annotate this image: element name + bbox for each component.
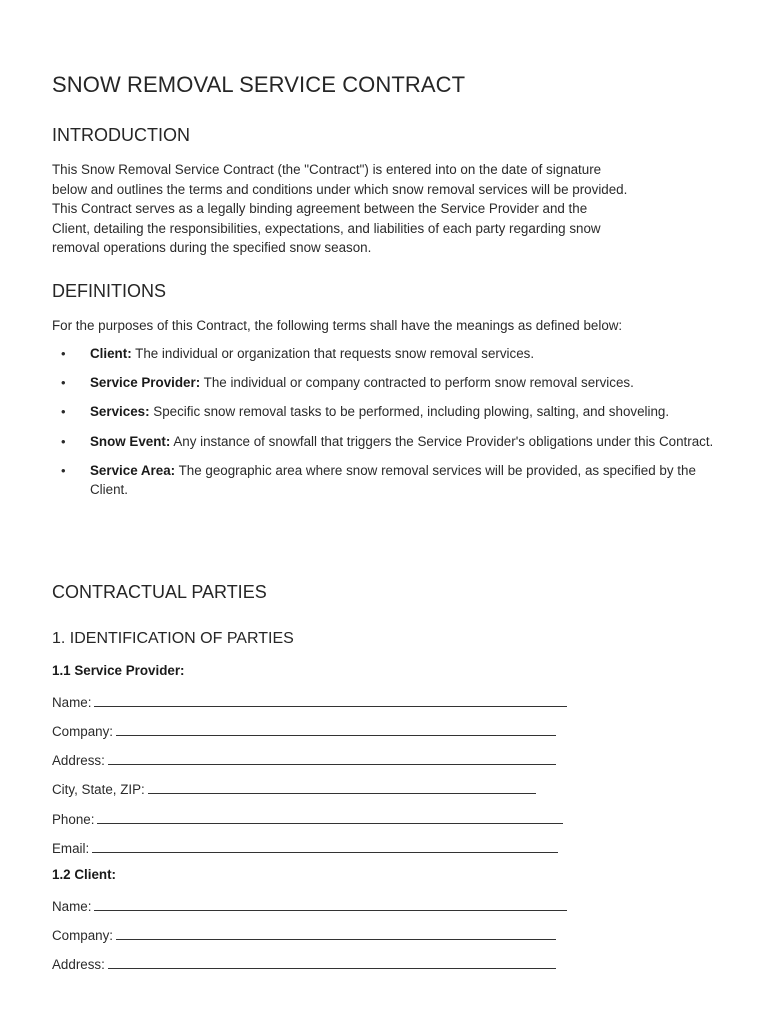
client-heading: 1.2 Client: [52,867,116,882]
definition-service-provider [52,373,722,393]
bullet-icon: • [61,375,66,391]
introduction-line: below and outlines the terms and conditions under which snow removal services will be provided. [52,181,628,197]
client-company-blank[interactable] [116,925,556,940]
definition-service-area [52,461,722,500]
provider-email-blank[interactable] [92,838,558,853]
provider-city-state-zip-field[interactable] [52,779,536,797]
definition-term: Services: [90,404,150,420]
field-label: Phone: [52,812,95,827]
definition-text: The geographic area where snow removal services will be provided, as specified by the Client. [90,462,696,498]
contractual-parties-heading: CONTRACTUAL PARTIES [52,582,267,602]
provider-email-field[interactable] [52,838,558,856]
provider-phone-field[interactable] [52,809,563,827]
bullet-icon: • [61,346,66,361]
client-address-field[interactable] [52,954,556,972]
definitions-intro: For the purposes of this Contract, the following terms shall have the meanings as defined below: [52,318,623,333]
provider-name-blank[interactable] [94,692,567,707]
introduction-heading: INTRODUCTION [52,125,190,145]
field-label: Name: [52,695,92,710]
definition-text: The individual or company contracted to perform snow removal services. [200,375,634,391]
service-provider-heading: 1.1 Service Provider: [52,663,185,678]
provider-address-field[interactable] [52,750,556,768]
field-label: Company: [52,724,114,739]
introduction-line: Client, detailing the responsibilities, expectations, and liabilities of each party regarding snow [52,220,601,236]
definition-term: Service Area: [90,462,176,478]
definition-snow-event [52,432,722,452]
provider-city-state-zip-blank[interactable] [148,779,536,794]
field-label: City, State, ZIP: [52,782,145,797]
bullet-icon: • [61,433,66,449]
field-label: Company: [52,928,114,943]
field-label: Address: [52,957,105,972]
identification-heading: 1. IDENTIFICATION OF PARTIES [52,630,294,647]
definition-services [52,402,722,422]
provider-company-blank[interactable] [116,721,556,736]
introduction-line: removal operations during the specified snow season. [52,240,372,256]
provider-phone-blank[interactable] [97,809,563,824]
field-label: Address: [52,753,105,768]
client-address-blank[interactable] [108,954,556,969]
definition-term: Client: [90,346,132,361]
definition-client [52,344,722,364]
definition-text: Specific snow removal tasks to be performed, including plowing, salting, and shoveling. [149,404,670,420]
provider-name-field[interactable] [52,692,567,710]
bullet-icon: • [61,462,66,478]
definition-text: The individual or organization that requests snow removal services. [131,346,535,361]
introduction-paragraph [52,160,722,258]
client-company-field[interactable] [52,925,556,943]
document-title: SNOW REMOVAL SERVICE CONTRACT [52,72,466,97]
provider-company-field[interactable] [52,721,556,739]
provider-address-blank[interactable] [108,750,556,765]
definitions-list [52,344,722,510]
introduction-line: This Contract serves as a legally binding agreement between the Service Provider and the [52,201,588,217]
definition-term: Snow Event: [90,433,171,449]
field-label: Email: [52,841,90,856]
bullet-icon: • [61,404,66,420]
field-label: Name: [52,899,92,914]
definition-term: Service Provider: [90,375,201,391]
introduction-line: This Snow Removal Service Contract (the "Contract") is entered into on the date of signature [52,162,602,177]
client-name-blank[interactable] [94,896,567,911]
definitions-heading: DEFINITIONS [52,281,167,301]
client-name-field[interactable] [52,896,567,914]
definition-text: Any instance of snowfall that triggers the Service Provider's obligations under this Contract. [170,433,714,449]
